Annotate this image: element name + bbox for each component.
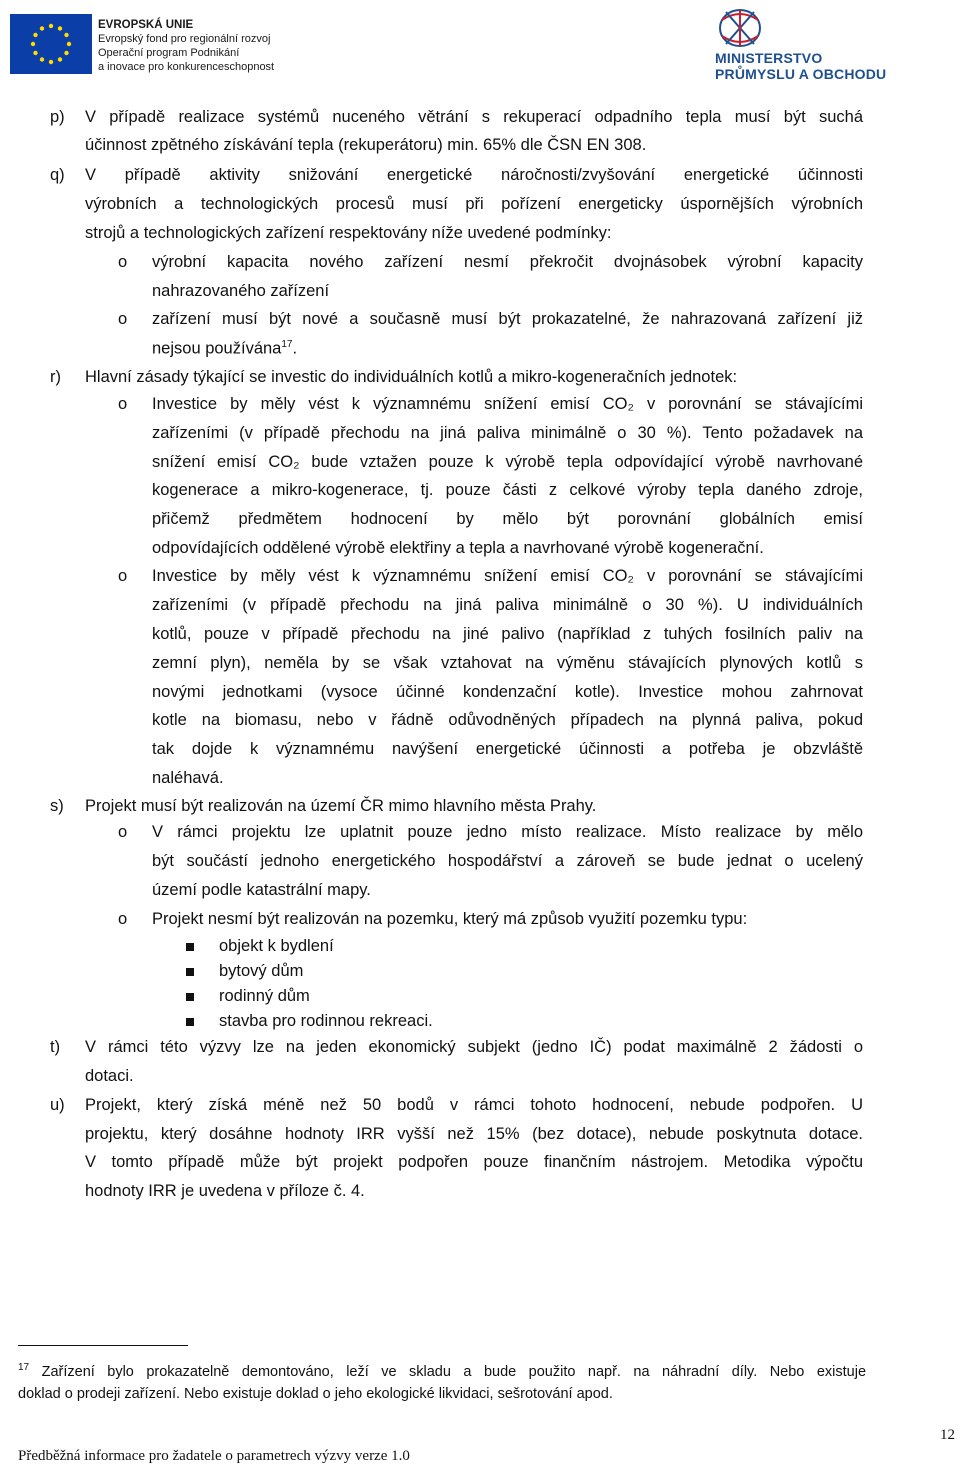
eu-flag-logo — [10, 14, 92, 74]
item-r-b2-line: kotlů, pouze v případě přechodu na jiné palivo (například z tuhých fosilních paliv na — [152, 625, 863, 643]
item-u-line: V tomto případě může být projekt podpořen pouze finančním nástrojem. Metodika výpočtu — [85, 1153, 863, 1171]
square-bullet-icon — [186, 993, 194, 1001]
bullet-marker: o — [118, 567, 128, 585]
eu-line-3: Operační program Podnikání — [98, 47, 240, 59]
item-r-b1-line: Investice by měly vést k významnému snížení emisí CO₂ v porovnání se stávajícími — [152, 395, 863, 413]
square-bullet-icon — [186, 943, 194, 951]
sub-list-item: stavba pro rodinnou rekreaci. — [219, 1012, 433, 1030]
item-r-b2-line: zemní plyn), neměla by se však vztahovat na výměnu stávajících plynových kotlů s — [152, 654, 863, 672]
eu-line-2: Evropský fond pro regionální rozvoj — [98, 33, 271, 45]
item-r-b2-line: novými jednotkami (vysoce účinné kondenzační kotle). Investice mohou zahrnovat — [152, 683, 863, 701]
footnote-text-1: Zařízení bylo prokazatelně demontováno, leží ve skladu a bude použito např. na náhradní díly. Nebo existuje — [41, 1363, 867, 1380]
footnote-line-1 — [18, 1357, 866, 1383]
item-q-bullet-2-line-1: zařízení musí být nové a současně musí být prokazatelné, že nahrazovaná zařízení již — [152, 310, 863, 328]
item-s-b1-line: území podle katastrální mapy. — [152, 881, 371, 899]
item-label-p: p) — [50, 108, 65, 126]
item-label-u: u) — [50, 1096, 65, 1114]
item-r-b1-line: kogenerace a mikro-kogenerace, tj. pouze části z celkové výroby tepla daného zdroje, — [152, 481, 863, 499]
mpo-line-1: MINISTERSTVO — [715, 50, 823, 66]
bullet-marker: o — [118, 395, 128, 413]
item-r-line-1: Hlavní zásady týkající se investic do individuálních kotlů a mikro-kogeneračních jednotek: — [85, 368, 738, 386]
eu-line-4: a inovace pro konkurenceschopnost — [98, 61, 275, 73]
page-footer: Předběžná informace pro žadatele o parametrech výzvy verze 1.0 — [18, 1448, 410, 1464]
item-t-line-2: dotaci. — [85, 1067, 134, 1085]
item-p-line-2: účinnost zpětného získávání tepla (rekuperátoru) min. 65% dle ČSN EN 308. — [85, 136, 647, 154]
item-s-line-1: Projekt musí být realizován na území ČR mimo hlavního města Prahy. — [85, 797, 597, 815]
item-q-bullet-1-line-2: nahrazovaného zařízení — [152, 282, 330, 300]
footnote — [18, 1357, 866, 1405]
item-r-b1-line: přičemž předmětem hodnocení by mělo být porovnání globálních emisí — [152, 510, 863, 528]
item-p-line-1: V případě realizace systémů nuceného větrání s rekuperací odpadního tepla musí být suchá — [85, 108, 863, 126]
eu-logo-text — [98, 18, 274, 74]
item-r-b2-line: kotle na biomasu, nebo v řádně odůvodněných případech na plynná paliva, pokud — [152, 711, 863, 729]
square-bullet-icon — [186, 1018, 194, 1026]
bullet-marker: o — [118, 823, 128, 841]
item-s-b2-line: Projekt nesmí být realizován na pozemku, který má způsob využití pozemku typu: — [152, 910, 748, 928]
bullet-text: nejsou používána — [152, 339, 282, 358]
item-label-s: s) — [50, 797, 64, 815]
item-q-line-1: V případě aktivity snižování energetické náročnosti/zvyšování energetické účinnosti — [85, 166, 863, 184]
mpo-logo-text — [715, 50, 886, 82]
bullet-text-end: . — [292, 339, 298, 358]
footnote-ref: 17 — [281, 339, 293, 350]
item-q-bullet-2-line-2 — [152, 339, 297, 359]
item-label-t: t) — [50, 1038, 61, 1056]
sub-list-item: objekt k bydlení — [219, 937, 334, 955]
bullet-marker: o — [118, 910, 128, 928]
item-r-b2-line: tak dojde k významnému navýšení energetické účinnosti a potřeba je obzvláště — [152, 740, 863, 758]
item-r-b1-line: zařízeními (v případě přechodu na jiná paliva minimálně o 30 %). Tento požadavek na — [152, 424, 863, 442]
square-bullet-icon — [186, 968, 194, 976]
item-r-b1-line: odpovídajících oddělené výrobě elektřiny a tepla a navrhované výrobě kogenerační. — [152, 539, 764, 557]
item-r-b2-line: zařízeními (v případě přechodu na jiná paliva minimálně o 30 %). U individuálních — [152, 596, 863, 614]
item-q-line-3: strojů a technologických zařízení respektovány níže uvedené podmínky: — [85, 224, 612, 242]
mpo-logo-icon — [700, 4, 780, 50]
item-q-line-2: výrobních a technologických procesů musí při pořízení energeticky úspornějších výrobních — [85, 195, 863, 213]
item-s-b1-line: V rámci projektu lze uplatnit pouze jedno místo realizace. Místo realizace by mělo — [152, 823, 863, 841]
footnote-line-2: doklad o prodeji zařízení. Nebo existuje doklad o jeho ekologické likvidaci, sešrotování apod. — [18, 1385, 613, 1402]
eu-line-1: EVROPSKÁ UNIE — [98, 19, 194, 31]
sub-list-item: rodinný dům — [219, 987, 310, 1005]
item-r-b2-line: Investice by měly vést k významnému snížení emisí CO₂ v porovnání se stávajícími — [152, 567, 863, 585]
page-header — [0, 0, 960, 88]
footnote-number: 17 — [18, 1362, 30, 1373]
sub-list-item: bytový dům — [219, 962, 304, 980]
item-r-b2-line: naléhavá. — [152, 769, 224, 787]
item-t-line-1: V rámci této výzvy lze na jeden ekonomický subjekt (jedno IČ) podat maximálně 2 žádosti o — [85, 1038, 863, 1056]
page-number: 12 — [940, 1427, 955, 1443]
item-label-r: r) — [50, 368, 61, 386]
item-u-line: Projekt, který získá méně než 50 bodů v rámci tohoto hodnocení, nebude podpořen. U — [85, 1096, 863, 1114]
item-s-b1-line: být součástí jednoho energetického hospodářství a zároveň se bude jednat o ucelený — [152, 852, 863, 870]
item-u-line: projektu, který dosáhne hodnoty IRR vyšší než 15% (bez dotace), nebude poskytnuta dotace. — [85, 1125, 863, 1143]
item-r-b1-line: snížení emisí CO₂ bude vztažen pouze k výrobě tepla odpovídající výrobě navrhované — [152, 453, 863, 471]
item-label-q: q) — [50, 166, 65, 184]
mpo-line-2: PRŮMYSLU A OBCHODU — [715, 66, 887, 82]
footnote-divider — [18, 1345, 188, 1346]
item-q-bullet-1-line-1: výrobní kapacita nového zařízení nesmí překročit dvojnásobek výrobní kapacity — [152, 253, 863, 271]
bullet-marker: o — [118, 310, 128, 328]
bullet-marker: o — [118, 253, 128, 271]
item-u-line: hodnoty IRR je uvedena v příloze č. 4. — [85, 1182, 365, 1200]
